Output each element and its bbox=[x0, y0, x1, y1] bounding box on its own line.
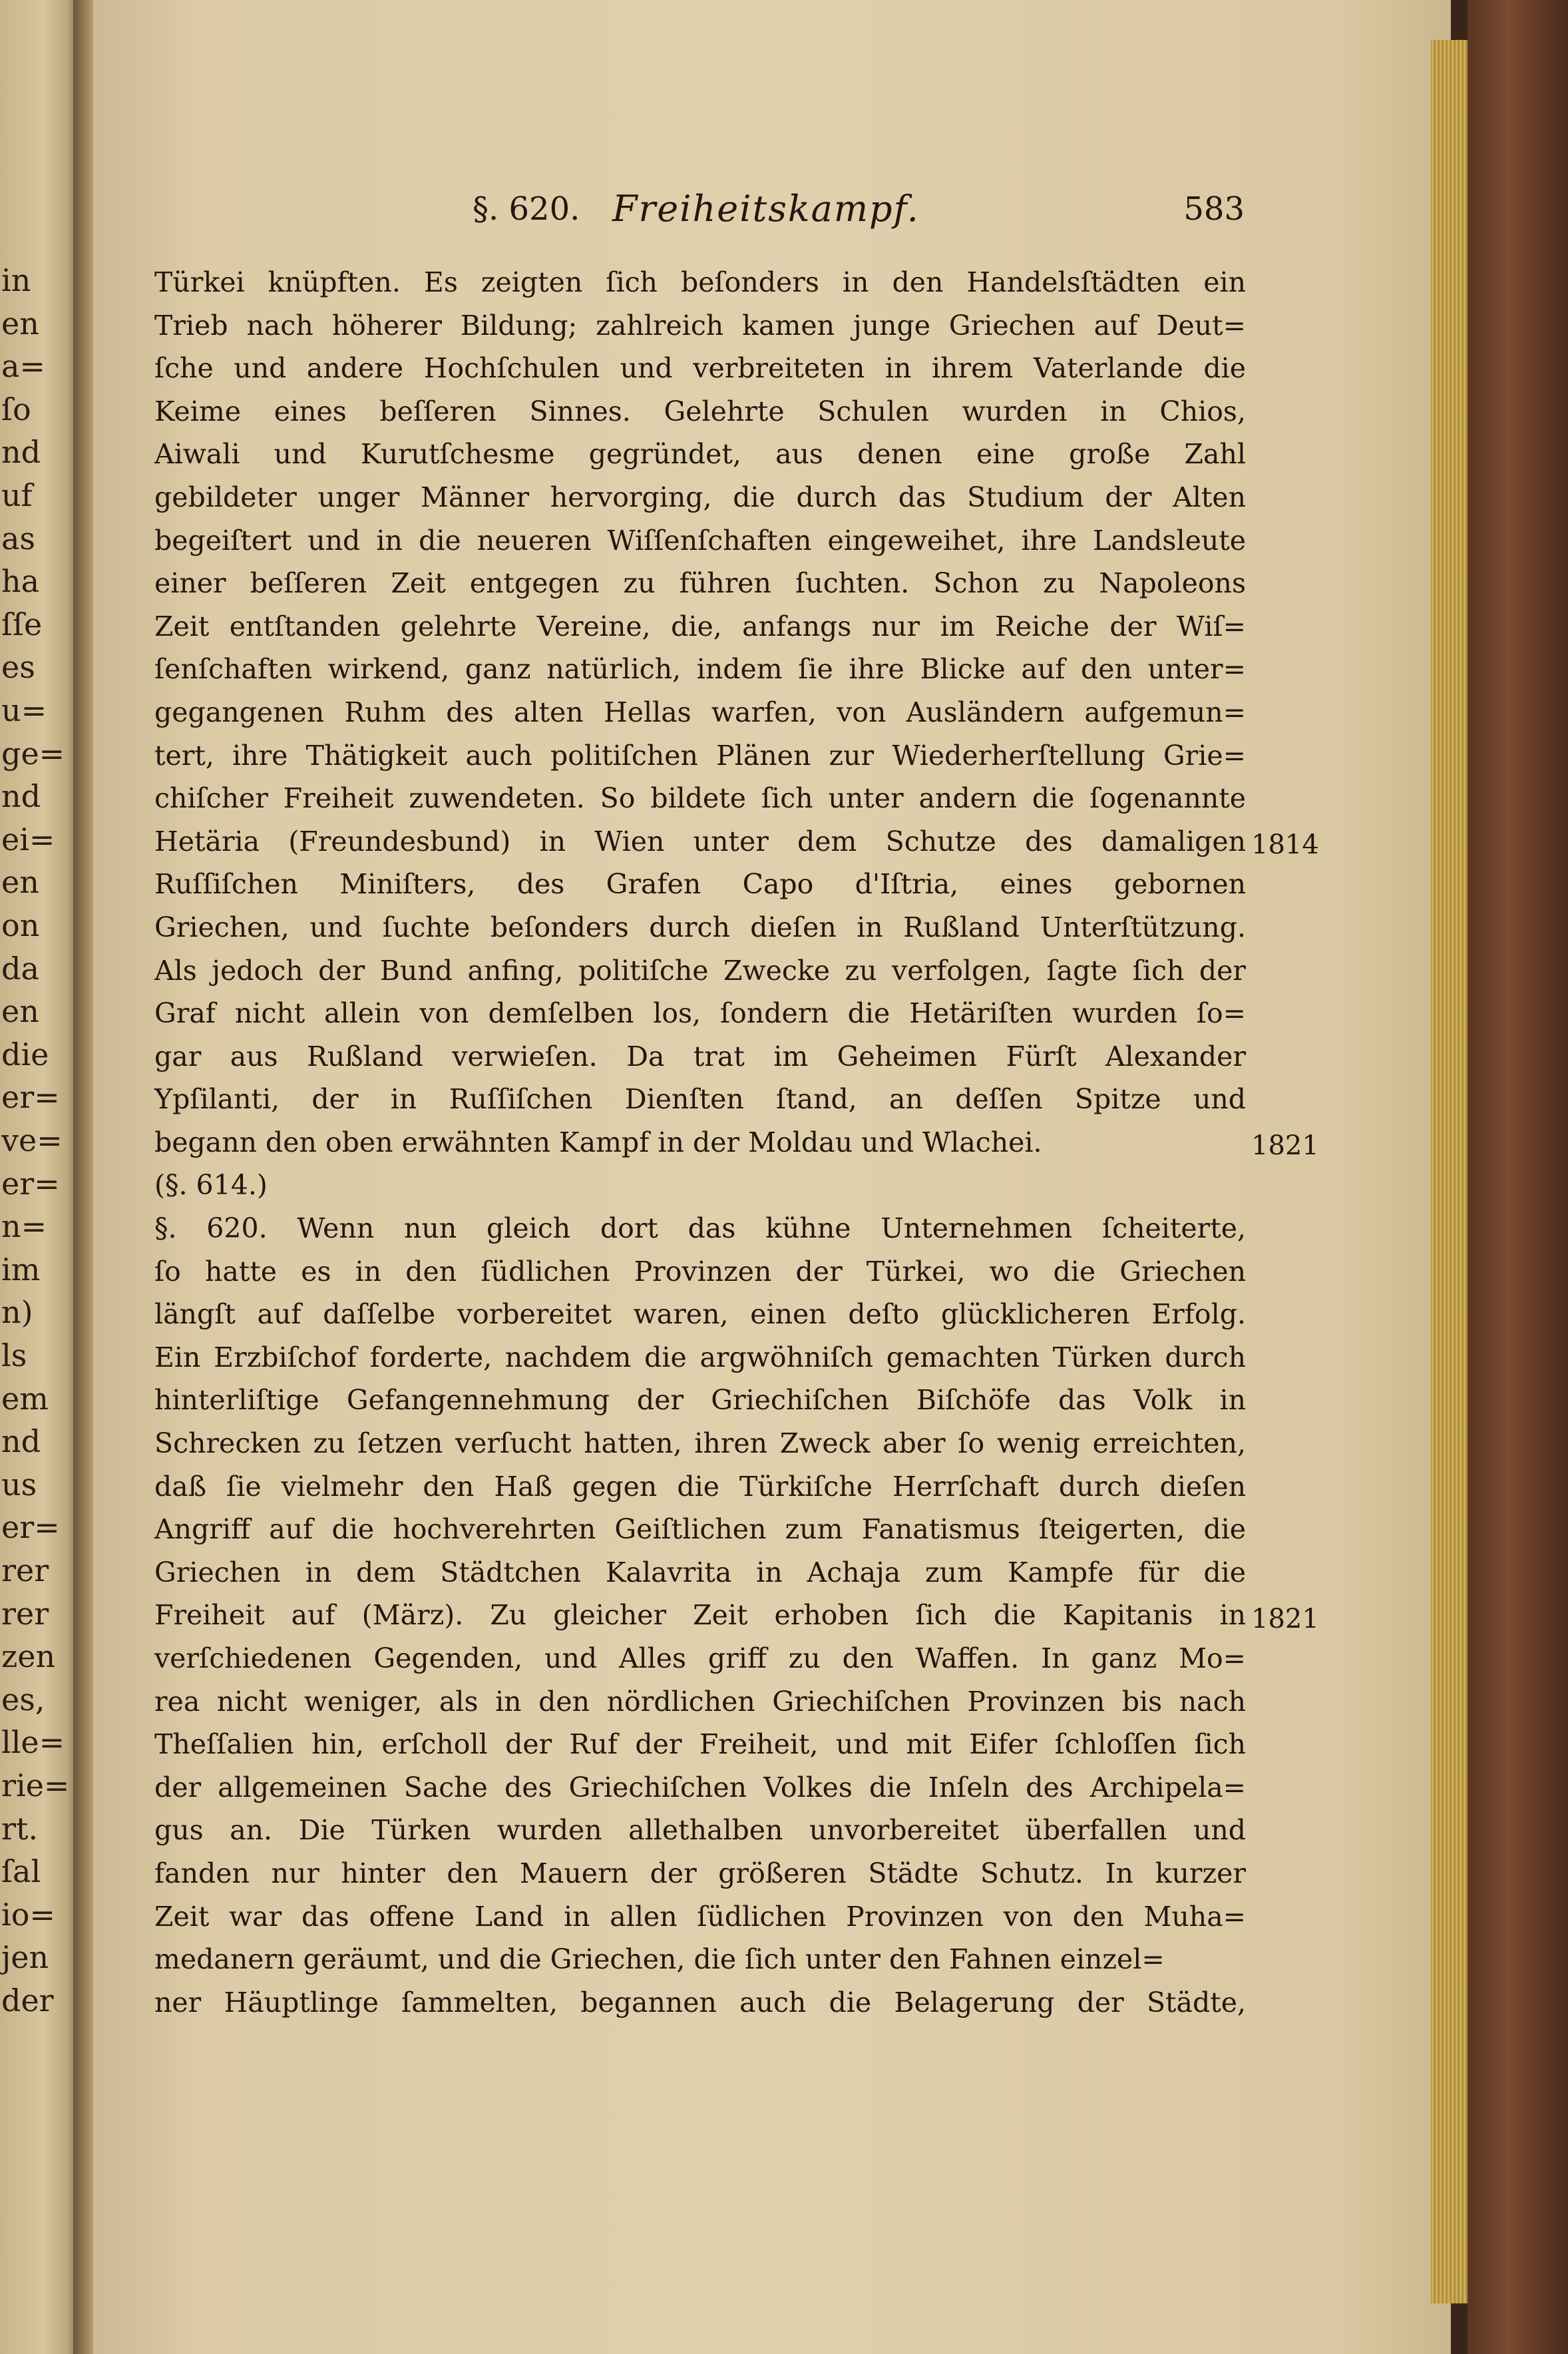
left-page-fragment: ha bbox=[1, 563, 40, 600]
left-page-fragment: er= bbox=[1, 1079, 60, 1116]
left-page-fragment: er= bbox=[1, 1165, 60, 1202]
text-line: gegangenen Ruhm des alten Hellas warfen, von Ausländern aufgemun= bbox=[154, 696, 1246, 728]
left-page-fragment: rer bbox=[1, 1595, 49, 1632]
left-page-fragment: es bbox=[1, 649, 35, 686]
left-page-fragment: em bbox=[1, 1380, 49, 1417]
text-line: längſt auf daſſelbe vorbereitet waren, einen deſto glücklicheren Erfolg. bbox=[154, 1298, 1246, 1331]
running-header bbox=[153, 190, 1245, 237]
text-line: medanern geräumt, und die Griechen, die ſich unter den Fahnen einzel= bbox=[154, 1943, 1165, 1976]
left-page-fragment: en bbox=[1, 993, 39, 1030]
text-line: Als jedoch der Bund anfing, politiſche Zwecke zu verfolgen, ſagte ſich der bbox=[154, 954, 1246, 987]
text-line: Freiheit auf (März). Zu gleicher Zeit erhoben ſich die Kapitanis in bbox=[154, 1599, 1246, 1632]
text-line: Theſſalien hin, erſcholl der Ruf der Freiheit, und mit Eifer ſchloſſen ſich bbox=[154, 1728, 1246, 1761]
text-line: begann den oben erwähnten Kampf in der Moldau und Wlachei. bbox=[154, 1126, 1042, 1158]
text-line: rea nicht weniger, als in den nördlichen Griechiſchen Provinzen bis nach bbox=[154, 1685, 1246, 1718]
left-page-fragment: in bbox=[1, 262, 31, 298]
text-line: Ein Erzbiſchof forderte, nachdem die argwöhniſch gemachten Türken durch bbox=[154, 1341, 1246, 1373]
left-page-fragment: us bbox=[1, 1466, 37, 1503]
left-page-fragment: ge= bbox=[1, 735, 65, 772]
left-page-fragment: en bbox=[1, 864, 39, 901]
margin-year: 1821 bbox=[1251, 1130, 1319, 1161]
margin-year: 1814 bbox=[1251, 829, 1319, 860]
text-line: Türkei knüpften. Es zeigten ſich beſonders in den Handelsſtädten ein bbox=[154, 266, 1246, 298]
text-line: ſenſchaften wirkend, ganz natürlich, indem ſie ihre Blicke auf den unter= bbox=[154, 653, 1246, 686]
left-page-fragment: ei= bbox=[1, 821, 55, 857]
text-line: Keime eines beſſeren Sinnes. Gelehrte Schulen wurden in Chios, bbox=[154, 395, 1246, 427]
gilt-page-edges bbox=[1431, 40, 1471, 2303]
text-line: Hetäria (Freundesbund) in Wien unter dem Schutze des damaligen bbox=[154, 825, 1246, 857]
left-page-fragment: n) bbox=[1, 1294, 33, 1331]
left-page-fragment: ſſe bbox=[1, 606, 43, 642]
margin-year: 1821 bbox=[1251, 1603, 1319, 1634]
text-line: Zeit war das offene Land in allen ſüdlichen Provinzen von den Muha= bbox=[154, 1900, 1246, 1933]
text-line: daß ſie vielmehr den Haß gegen die Türkiſche Herrſchaft durch dieſen bbox=[154, 1470, 1246, 1503]
left-page-fragment: u= bbox=[1, 692, 47, 728]
text-line: Aiwali und Kurutſchesme gegründet, aus denen eine große Zahl bbox=[154, 438, 1246, 471]
left-page-fragment: lle= bbox=[1, 1724, 65, 1761]
text-line: begeiſtert und in die neueren Wiſſenſchaften eingeweihet, ihre Landsleute bbox=[154, 524, 1246, 557]
text-line: gebildeter unger Männer hervorging, die durch das Studium der Alten bbox=[154, 481, 1246, 513]
text-line: Trieb nach höherer Bildung; zahlreich kamen junge Griechen auf Deut= bbox=[154, 309, 1246, 342]
body-text bbox=[154, 261, 1246, 2024]
text-line: fanden nur hinter den Mauern der größeren Städte Schutz. In kurzer bbox=[154, 1857, 1246, 1889]
left-page-fragment: nd bbox=[1, 778, 41, 815]
text-line: chiſcher Freiheit zuwendeten. So bildete ſich unter andern die ſogenannte bbox=[154, 782, 1246, 815]
left-page-fragment: uf bbox=[1, 477, 33, 513]
section-number: §. 620. bbox=[473, 190, 580, 228]
text-line: Ypſilanti, der in Ruſſiſchen Dienſten ſtand, an deſſen Spitze und bbox=[154, 1083, 1246, 1116]
text-line: Griechen, und ſuchte beſonders durch dieſen in Rußland Unterſtützung. bbox=[154, 911, 1246, 943]
left-page-fragment: en bbox=[1, 305, 39, 342]
text-line: Ruſſiſchen Miniſters, des Grafen Capo d'Iſtria, eines gebornen bbox=[154, 868, 1246, 901]
text-line: verſchiedenen Gegenden, und Alles griff zu den Waffen. In ganz Mo= bbox=[154, 1642, 1246, 1674]
left-page-fragment: rt. bbox=[1, 1810, 39, 1847]
left-page-fragment: ſal bbox=[1, 1853, 41, 1890]
left-page-fragment: ls bbox=[1, 1337, 27, 1373]
left-page-fragment: rer bbox=[1, 1552, 49, 1588]
text-line: Angriff auf die hochverehrten Geiſtlichen zum Fanatismus ſteigerten, die bbox=[154, 1513, 1246, 1546]
left-page-fragment: rie= bbox=[1, 1767, 70, 1803]
text-line: Zeit entſtanden gelehrte Vereine, die, anfangs nur im Reiche der Wiſ= bbox=[154, 610, 1246, 642]
text-line: der allgemeinen Sache des Griechiſchen Volkes die Inſeln des Archipela= bbox=[154, 1771, 1246, 1803]
left-page-fragment: die bbox=[1, 1036, 49, 1072]
running-title: Freiheitskampf. bbox=[612, 188, 920, 230]
left-page-fragment: io= bbox=[1, 1896, 55, 1933]
text-line: Schrecken zu ſetzen verſucht hatten, ihren Zweck aber ſo wenig erreichten, bbox=[154, 1427, 1246, 1460]
left-page-fragment: es, bbox=[1, 1681, 45, 1718]
left-page-fragment: ſo bbox=[1, 391, 31, 427]
left-page-fragment: on bbox=[1, 907, 40, 943]
left-page-fragment: ve= bbox=[1, 1122, 63, 1158]
left-page-fragment: im bbox=[1, 1251, 41, 1288]
left-page-fragment: jen bbox=[1, 1939, 49, 1976]
text-line: Griechen in dem Städtchen Kalavrita in Achaja zum Kampfe für die bbox=[154, 1556, 1246, 1588]
text-line: einer beſſeren Zeit entgegen zu führen ſuchten. Schon zu Napoleons bbox=[154, 567, 1246, 600]
text-line: tert, ihre Thätigkeit auch politiſchen Plänen zur Wiederherſtellung Grie= bbox=[154, 739, 1246, 772]
left-page-fragment: n= bbox=[1, 1208, 47, 1245]
left-page-fragment: der bbox=[1, 1983, 54, 2018]
text-line: gar aus Rußland verwieſen. Da trat im Geheimen Fürſt Alexander bbox=[154, 1040, 1246, 1072]
text-line: Graf nicht allein von demſelben los, ſondern die Hetäriſten wurden ſo= bbox=[154, 997, 1246, 1030]
left-page-fragment: as bbox=[1, 520, 36, 557]
text-line: ſo hatte es in den ſüdlichen Provinzen der Türkei, wo die Griechen bbox=[154, 1255, 1246, 1288]
left-page-fragment: a= bbox=[1, 348, 45, 385]
text-line: ner Häuptlinge ſammelten, begannen auch die Belagerung der Städte, bbox=[154, 1986, 1246, 2018]
left-page-fragment: da bbox=[1, 950, 39, 987]
text-line: gus an. Die Türken wurden allethalben unvorbereitet überfallen und bbox=[154, 1814, 1246, 1847]
text-line: (§. 614.) bbox=[154, 1169, 268, 1202]
text-line: ſche und andere Hochſchulen und verbreiteten in ihrem Vaterlande die bbox=[154, 352, 1246, 385]
text-line: §. 620. Wenn nun gleich dort das kühne Unternehmen ſcheiterte, bbox=[154, 1212, 1246, 1245]
page-number: 583 bbox=[1183, 190, 1245, 228]
left-page-fragment: er= bbox=[1, 1509, 60, 1546]
text-line: hinterliſtige Gefangennehmung der Griechiſchen Biſchöfe das Volk in bbox=[154, 1384, 1246, 1417]
left-page-fragment: zen bbox=[1, 1638, 56, 1675]
left-page-fragment: nd bbox=[1, 1423, 41, 1460]
book-cover bbox=[1468, 0, 1568, 2354]
left-page-fragment: nd bbox=[1, 434, 41, 471]
